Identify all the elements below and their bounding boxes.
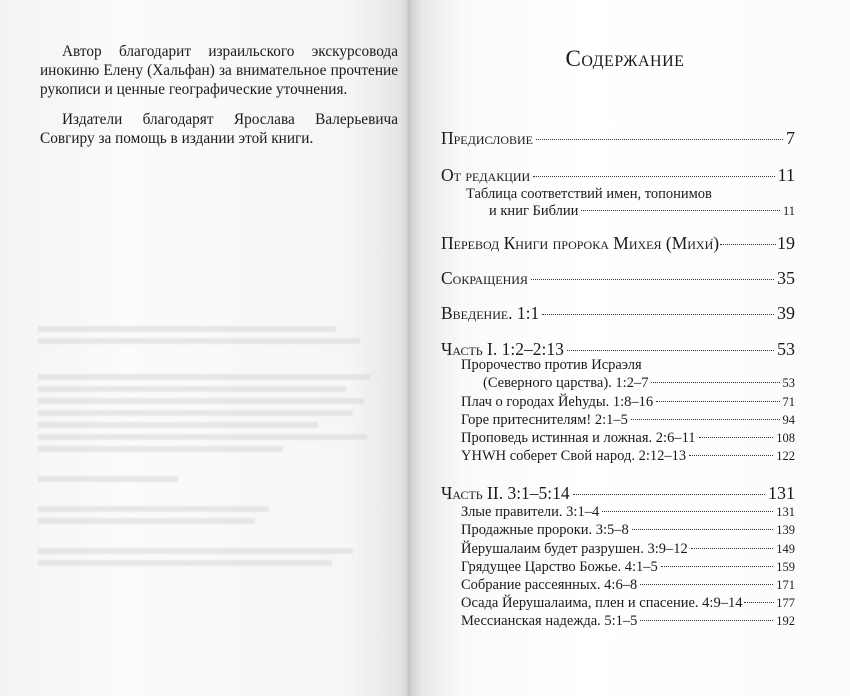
toc-leader-dots — [661, 566, 773, 567]
toc-entry-label: Проповедь истинная и ложная. 2:6–11 — [461, 430, 696, 446]
toc-leader-dots — [533, 176, 774, 177]
toc-entry-label: Продажные пророки. 3:5–8 — [461, 522, 629, 538]
toc-entry-page: 131 — [776, 505, 795, 519]
toc-entry-page: 94 — [782, 413, 795, 427]
toc-entry-label: Предисловие — [441, 128, 534, 148]
toc-entry-label: Осада Йерушалаима, плен и спасение. 4:9–14 — [461, 595, 743, 611]
toc-entry[interactable] — [441, 128, 795, 149]
acknowledgement-publishers: Издатели благодарят Ярослава Валерьевича Совгиру за помощь в издании этой книги. — [40, 111, 398, 147]
toc-entry-page: 53 — [777, 339, 795, 359]
toc-leader-dots — [651, 382, 779, 383]
toc-entry-page: 71 — [782, 395, 795, 409]
toc-subentry[interactable] — [461, 504, 795, 521]
toc-entry[interactable] — [441, 165, 795, 186]
toc-entry-label: и книг Библии — [489, 203, 579, 219]
toc-entry-label: Плач о городах Йеhуды. 1:8–16 — [461, 394, 654, 410]
toc-subentry[interactable] — [461, 595, 795, 612]
toc-entry-page: 159 — [776, 560, 795, 574]
toc-entry-label: От редакции — [441, 165, 531, 185]
acknowledgement-author: Автор благодарит израильского экскурсовода инокиню Елену (Хальфан) за внимательное прочтение рукописи и ценные географические уточнения. — [40, 43, 398, 98]
toc-leader-dots — [656, 401, 779, 402]
toc-subentry[interactable] — [461, 522, 795, 539]
toc-entry-label: Часть I. 1:2–2:13 — [441, 339, 564, 359]
toc-title: Содержание — [565, 46, 685, 71]
toc-entry-page: 108 — [776, 431, 795, 445]
toc-subentry-line1: Таблица соответствий имен, топонимов — [466, 186, 712, 202]
toc-subentry[interactable] — [461, 430, 795, 447]
toc-entry-label: Йерушалаим будет разрушен. 3:9–12 — [461, 541, 688, 557]
toc-subentry-line1: Пророчество против Исраэля — [461, 357, 642, 373]
toc-subentry[interactable] — [489, 203, 795, 220]
toc-entry-label: Злые правители. 3:1–4 — [461, 504, 600, 520]
toc-leader-dots — [691, 548, 774, 549]
toc-entry-page: 171 — [776, 578, 795, 592]
toc-entry-page: 7 — [786, 128, 795, 148]
toc-entry-label: Грядущее Царство Божье. 4:1–5 — [461, 559, 658, 575]
toc-entry-page: 149 — [776, 542, 795, 556]
toc-entry-page: 11 — [777, 165, 795, 185]
toc-entry-label: Мессианская надежда. 5:1–5 — [461, 613, 638, 629]
toc-entry-page: 122 — [776, 449, 795, 463]
toc-entry-label: YHWH соберет Свой народ. 2:12–13 — [461, 448, 687, 464]
toc-leader-dots — [536, 139, 783, 140]
toc-leader-dots — [573, 494, 765, 495]
toc-leader-dots — [581, 210, 780, 211]
toc-entry[interactable] — [441, 233, 795, 254]
toc-entry-page: 177 — [776, 596, 795, 610]
toc-entry-label: Горе притеснителям! 2:1–5 — [461, 412, 628, 428]
show-through-texture — [38, 320, 388, 620]
toc-entry-page: 19 — [777, 233, 795, 253]
toc-leader-dots — [640, 620, 773, 621]
toc-leader-dots — [632, 529, 773, 530]
toc-subentry[interactable] — [461, 541, 795, 558]
toc-entry-page: 35 — [777, 268, 795, 288]
toc-entry-page: 131 — [768, 483, 795, 503]
toc-leader-dots — [531, 279, 774, 280]
toc-entry-label: (Северного царства). 1:2–7 — [483, 375, 649, 391]
toc-entry[interactable] — [441, 303, 795, 324]
toc-subentry[interactable] — [483, 375, 795, 392]
toc-entry[interactable] — [441, 483, 795, 504]
toc-subentry[interactable] — [461, 394, 795, 411]
toc-entry-page: 139 — [776, 523, 795, 537]
toc-entry-label: Собрание рассеянных. 4:6–8 — [461, 577, 638, 593]
toc-entry-page: 53 — [782, 376, 795, 390]
toc-subentry[interactable] — [461, 577, 795, 594]
toc-entry[interactable] — [441, 268, 795, 289]
toc-leader-dots — [689, 455, 773, 456]
toc-leader-dots — [640, 584, 773, 585]
toc-entry-page: 192 — [776, 614, 795, 628]
toc-leader-dots — [699, 437, 774, 438]
toc-subentry[interactable] — [461, 448, 795, 465]
toc-leader-dots — [720, 244, 776, 245]
toc-entry-page: 11 — [782, 204, 795, 218]
toc-leader-dots — [542, 314, 774, 315]
toc-subentry[interactable] — [461, 559, 795, 576]
toc-entry-label: Введение. 1:1 — [441, 303, 540, 323]
left-page — [0, 0, 410, 696]
toc-leader-dots — [567, 350, 774, 351]
toc-leader-dots — [744, 602, 774, 603]
toc-subentry[interactable] — [461, 412, 795, 429]
toc-entry-label: Сокращения — [441, 268, 528, 288]
toc-entry-label: Часть II. 3:1–5:14 — [441, 483, 570, 503]
toc-entry-page: 39 — [777, 303, 795, 323]
toc-subentry[interactable] — [461, 613, 795, 630]
toc-leader-dots — [602, 511, 773, 512]
toc-leader-dots — [631, 419, 780, 420]
toc-entry-label: Перевод Книги пророка Михея (Михи́) — [441, 233, 720, 253]
